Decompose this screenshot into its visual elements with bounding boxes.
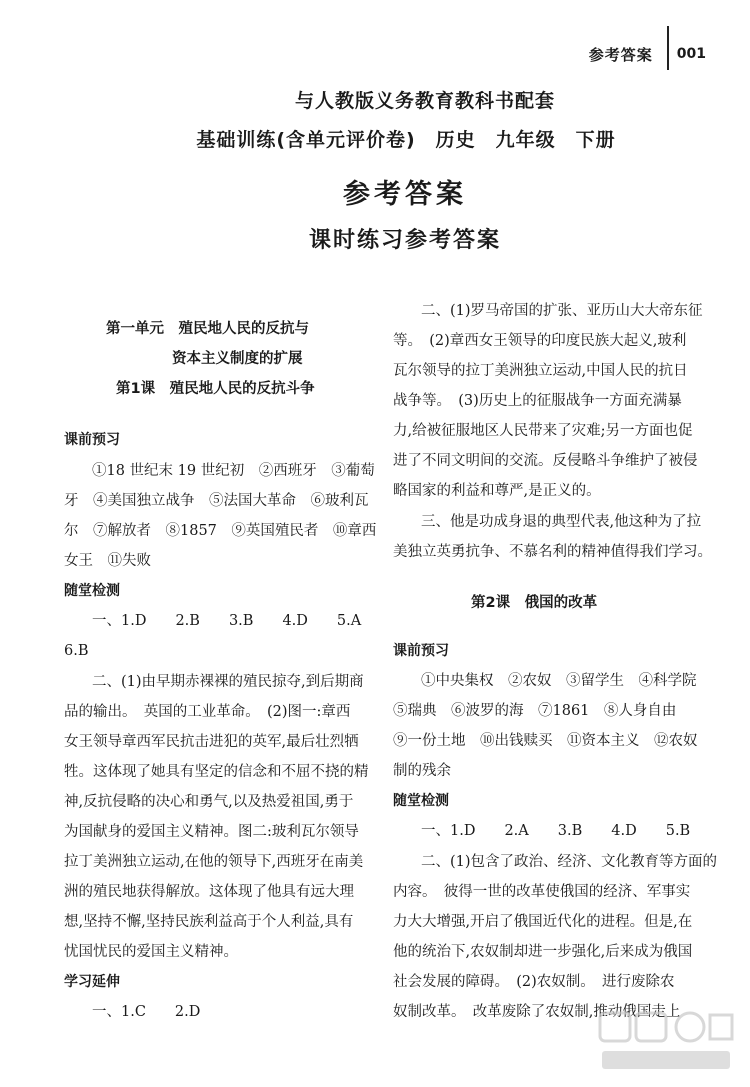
paragraph-line: 战争等。 (3)历史上的征服战争一方面充满暴	[393, 393, 682, 409]
preview-line: 尔 ⑦解放者 ⑧1857 ⑨英国殖民者 ⑩章西	[64, 523, 377, 539]
watermark-logo	[592, 1007, 742, 1077]
preview-line: 制的残余	[393, 763, 451, 779]
title-line-3: 参考答案	[343, 179, 467, 210]
lesson-1-title: 第1课 殖民地人民的反抗斗争	[116, 381, 315, 397]
paragraph-line: 拉丁美洲独立运动,在他的领导下,西班牙在南美	[64, 854, 364, 870]
paragraph-line: 他的统治下,农奴制却进一步强化,后来成为俄国	[393, 944, 693, 960]
running-head	[589, 32, 706, 76]
paragraph-line: 为国献身的爱国主义精神。图二:玻利瓦尔领导	[64, 824, 359, 840]
paragraph-line: 神,反抗侵略的决心和勇气,以及热爱祖国,勇于	[64, 794, 354, 810]
title-line-4: 课时练习参考答案	[308, 228, 501, 253]
title-line-1: 与人教版义务教育教科书配套	[294, 90, 555, 112]
test-answers: 6.B	[64, 643, 89, 659]
preview-line: 女王 ⑪失败	[64, 553, 151, 569]
paragraph-line: 想,坚持不懈,坚持民族利益高于个人利益,具有	[64, 914, 354, 930]
paragraph-line: 洲的殖民地获得解放。这体现了他具有远大理	[64, 884, 354, 900]
paragraph-line: 等。 (2)章西女王领导的印度民族大起义,玻利	[393, 333, 687, 349]
title-block	[0, 86, 750, 254]
paragraph-line: 内容。 彼得一世的改革使俄国的经济、军事实	[393, 884, 691, 900]
test-heading: 随堂检测	[64, 583, 120, 599]
paragraph-line: 力大大增强,开启了俄国近代化的进程。但是,在	[393, 914, 693, 930]
paragraph-line: 忧国忧民的爱国主义精神。	[64, 944, 238, 960]
test-answers: 一、1.D 2.A 3.B 4.D 5.B	[421, 823, 691, 839]
unit-title-line-1: 第一单元 殖民地人民的反抗与	[106, 321, 309, 337]
paragraph-line: 二、(1)罗马帝国的扩张、亚历山大大帝东征	[421, 303, 703, 319]
test-heading: 随堂检测	[393, 793, 449, 809]
test-answers: 一、1.D 2.B 3.B 4.D 5.A	[92, 613, 362, 629]
extension-answers: 一、1.C 2.D	[92, 1004, 201, 1020]
preview-line: 牙 ④美国独立战争 ⑤法国大革命 ⑥玻利瓦	[64, 493, 369, 509]
paragraph-line: 社会发展的障碍。 (2)农奴制。 进行废除农	[393, 974, 675, 990]
preview-line: ⑤瑞典 ⑥波罗的海 ⑦1861 ⑧人身自由	[393, 703, 677, 719]
paragraph-line: 进了不同文明间的交流。反侵略斗争维护了被侵	[393, 453, 698, 469]
paragraph-line: 美独立英勇抗争、不慕名利的精神值得我们学习。	[393, 544, 712, 560]
paragraph-line: 女王领导章西军民抗击进犯的英军,最后壮烈牺	[64, 734, 359, 750]
preview-heading: 课前预习	[393, 643, 449, 659]
preview-line: ①中央集权 ②农奴 ③留学生 ④科学院	[421, 673, 697, 689]
running-head-divider	[667, 26, 669, 70]
preview-heading: 课前预习	[64, 432, 120, 448]
running-head-label: 参考答案	[588, 45, 653, 64]
lesson-2-title: 第2课 俄国的改革	[471, 595, 598, 611]
title-line-2: 基础训练(含单元评价卷) 历史 九年级 下册	[196, 129, 616, 151]
extension-heading: 学习延伸	[64, 974, 120, 990]
paragraph-line: 瓦尔领导的拉丁美洲独立运动,中国人民的抗日	[393, 363, 688, 379]
preview-line: ①18 世纪末 19 世纪初 ②西班牙 ③葡萄	[92, 463, 375, 479]
paragraph-line: 力,给被征服地区人民带来了灾难;另一方面也促	[393, 423, 693, 439]
page-number: 001	[676, 46, 706, 62]
paragraph-line: 奴制改革。 改革废除了农奴制,推动俄国走上	[393, 1004, 681, 1020]
paragraph-line: 略国家的利益和尊严,是正义的。	[393, 483, 601, 499]
paragraph-line: 牲。这体现了她具有坚定的信念和不屈不挠的精	[64, 764, 369, 780]
unit-title-line-2: 资本主义制度的扩展	[172, 351, 303, 367]
paragraph-line: 二、(1)由早期赤裸裸的殖民掠夺,到后期商	[92, 674, 364, 690]
preview-line: ⑨一份土地 ⑩出钱赎买 ⑪资本主义 ⑫农奴	[393, 733, 698, 749]
paragraph-line: 二、(1)包含了政治、经济、文化教育等方面的	[421, 854, 718, 870]
paragraph-line: 三、他是功成身退的典型代表,他这种为了拉	[421, 514, 702, 530]
paragraph-line: 品的输出。 英国的工业革命。 (2)图一:章西	[64, 704, 351, 720]
